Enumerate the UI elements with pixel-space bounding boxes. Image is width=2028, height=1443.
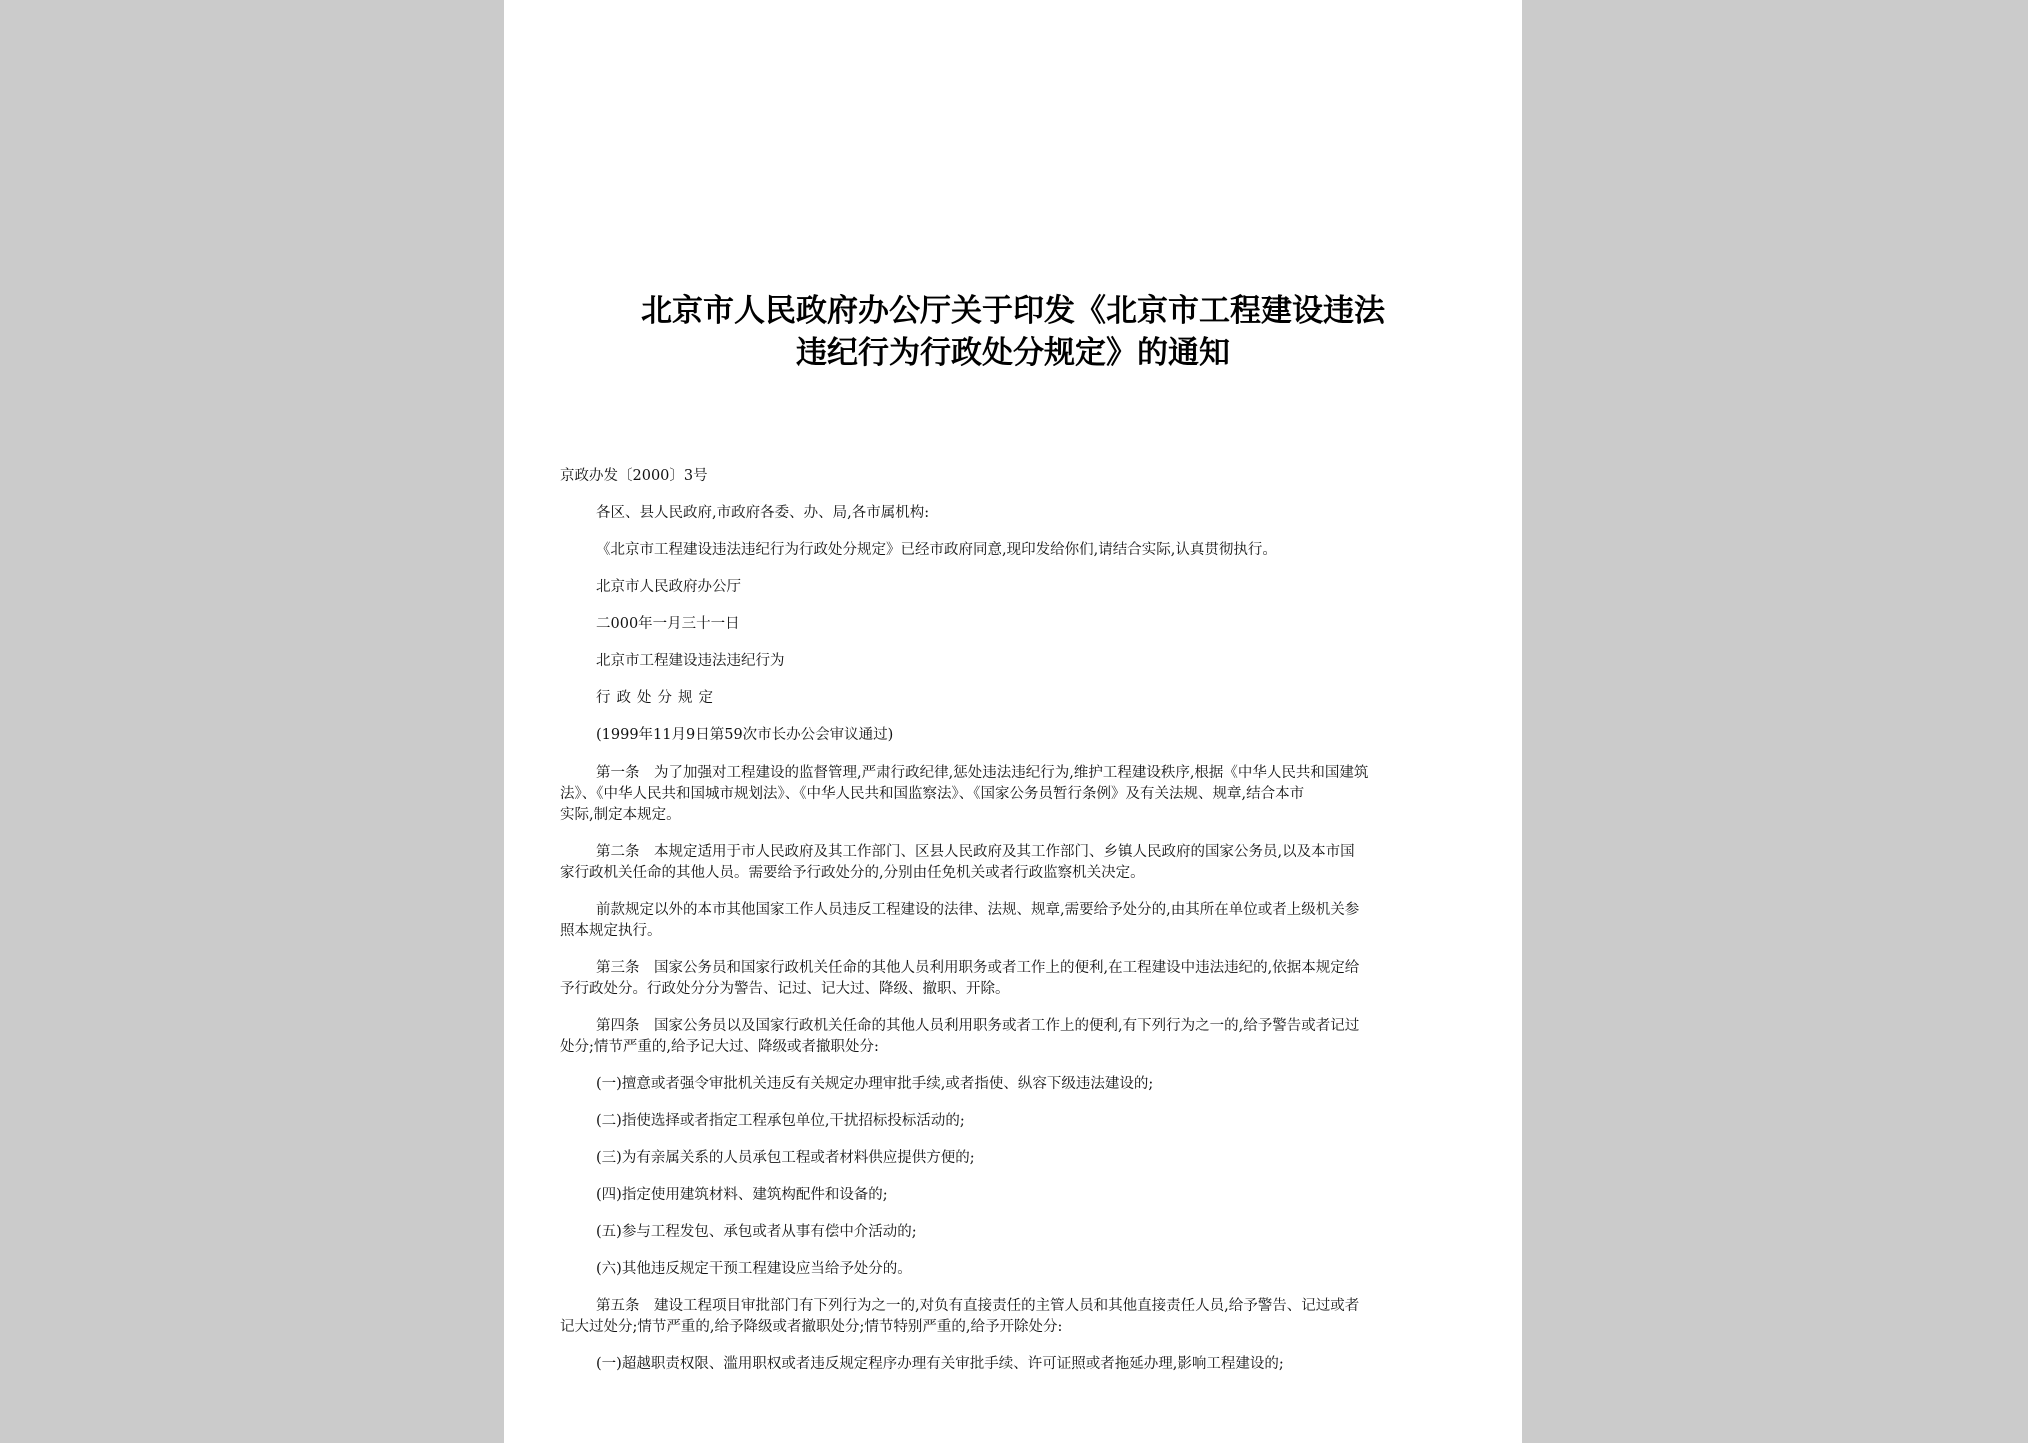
article-5-line-1: 第五条 建设工程项目审批部门有下列行为之一的,对负有直接责任的主管人员和其他直接责任人员,给予警告、记过或者 — [596, 1298, 1360, 1314]
article-5-line-2: 记大过处分;情节严重的,给予降级或者撤职处分;情节特别严重的,给予开除处分: — [560, 1319, 1063, 1335]
article-3-line-2: 予行政处分。行政处分分为警告、记过、记大过、降级、撤职、开除。 — [560, 981, 1010, 997]
regulation-title-2: 行政处分规定 — [596, 690, 719, 706]
title-line-2: 违纪行为行政处分规定》的通知 — [796, 335, 1230, 371]
issuer: 北京市人民政府办公厅 — [596, 579, 741, 595]
article-4 — [560, 1016, 1472, 1058]
article-2 — [560, 842, 1472, 884]
article-5-item-1: (一)超越职责权限、滥用职权或者违反规定程序办理有关审批手续、许可证照或者拖延办理,影响工程建设的; — [596, 1356, 1284, 1372]
article-4-item-1: (一)擅意或者强令审批机关违反有关规定办理审批手续,或者指使、纵容下级违法建设的; — [596, 1076, 1154, 1092]
article-3-line-1: 第三条 国家公务员和国家行政机关任命的其他人员利用职务或者工作上的便利,在工程建设中违法违纪的,依据本规定给 — [596, 960, 1360, 976]
article-2-line-2: 家行政机关任命的其他人员。需要给予行政处分的,分别由任免机关或者行政监察机关决定。 — [560, 865, 1145, 881]
notice-text: 《北京市工程建设违法违纪行为行政处分规定》已经市政府同意,现印发给你们,请结合实际,认真贯彻执行。 — [596, 542, 1277, 558]
article-4-line-1: 第四条 国家公务员以及国家行政机关任命的其他人员利用职务或者工作上的便利,有下列行为之一的,给予警告或者记过 — [596, 1018, 1360, 1034]
issue-date: 二000年一月三十一日 — [596, 616, 740, 632]
article-4-item-2: (二)指使选择或者指定工程承包单位,干扰招标投标活动的; — [596, 1113, 965, 1129]
article-1 — [560, 763, 1472, 826]
article-4-item-4: (四)指定使用建筑材料、建筑构配件和设备的; — [596, 1187, 888, 1203]
adoption-note: (1999年11月9日第59次市长办公会审议通过) — [596, 727, 894, 743]
article-1-line-1: 第一条 为了加强对工程建设的监督管理,严肃行政纪律,惩处违法违纪行为,维护工程建设秩序,根据《中华人民共和国建筑 — [596, 765, 1369, 781]
article-4-item-5: (五)参与工程发包、承包或者从事有偿中介活动的; — [596, 1224, 917, 1240]
article-3 — [560, 958, 1472, 1000]
article-2-paragraph-2 — [560, 900, 1472, 942]
addressee: 各区、县人民政府,市政府各委、办、局,各市属机构: — [596, 505, 930, 521]
document-body — [560, 466, 1472, 1375]
article-1-line-3: 实际,制定本规定。 — [560, 807, 681, 823]
document-page — [504, 0, 1522, 1443]
title-line-1: 北京市人民政府办公厅关于印发《北京市工程建设违法 — [641, 293, 1385, 329]
article-2b-line-2: 照本规定执行。 — [560, 923, 662, 939]
article-4-item-6: (六)其他违反规定干预工程建设应当给予处分的。 — [596, 1261, 912, 1277]
regulation-title-1: 北京市工程建设违法违纪行为 — [596, 653, 785, 669]
article-4-line-2: 处分;情节严重的,给予记大过、降级或者撤职处分: — [560, 1039, 879, 1055]
article-2-line-1: 第二条 本规定适用于市人民政府及其工作部门、区县人民政府及其工作部门、乡镇人民政府的国家公务员,以及本市国 — [596, 844, 1355, 860]
article-4-item-3: (三)为有亲属关系的人员承包工程或者材料供应提供方便的; — [596, 1150, 975, 1166]
article-5 — [560, 1296, 1472, 1338]
article-2b-line-1: 前款规定以外的本市其他国家工作人员违反工程建设的法律、法规、规章,需要给予处分的,由其所在单位或者上级机关参 — [596, 902, 1360, 918]
document-title — [544, 290, 1482, 374]
article-1-line-2: 法》、《中华人民共和国城市规划法》、《中华人民共和国监察法》、《国家公务员暂行条例》及有关法规、规章,结合本市 — [560, 786, 1305, 802]
doc-number: 京政办发〔2000〕3号 — [560, 468, 708, 484]
